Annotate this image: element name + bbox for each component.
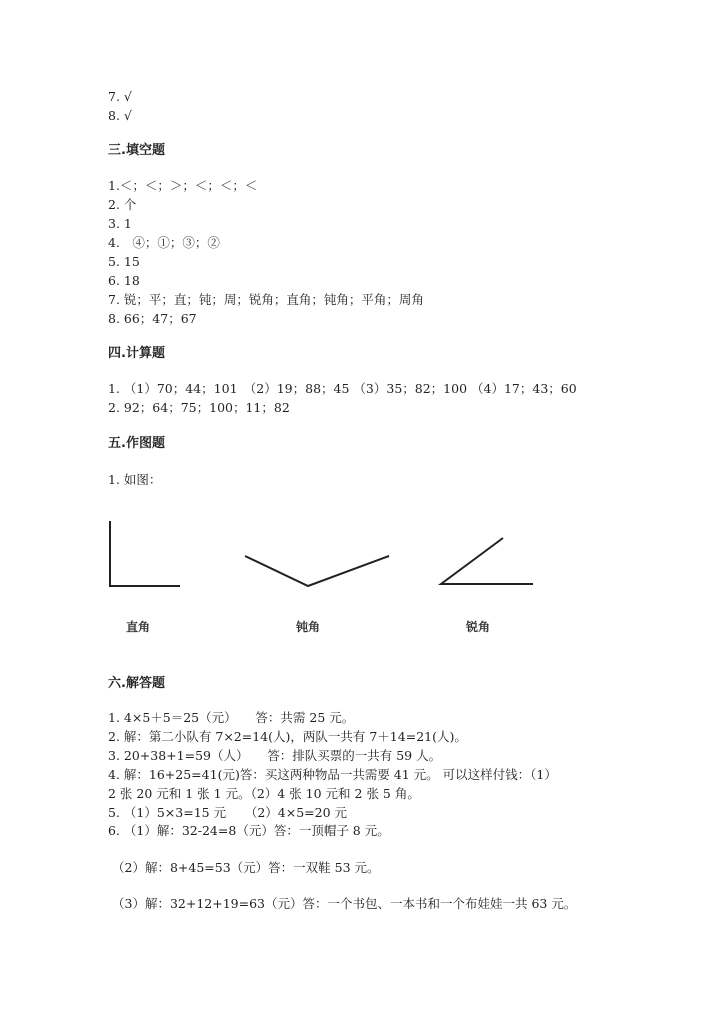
answer-line: 1. 4×5＋5＝25（元） 答：共需 25 元。 <box>108 710 355 725</box>
section-heading: 六.解答题 <box>108 676 165 691</box>
answer-line: 4. 解：16+25=41(元)答：买这两种物品一共需要 41 元。 可以这样付钱：（1） <box>108 767 557 782</box>
acute-angle-figure <box>441 538 533 584</box>
right-angle-figure <box>110 521 180 586</box>
answer-line: 7. 锐；平；直；钝；周；锐角；直角；钝角；平角；周角 <box>108 292 424 307</box>
answer-line: 3. 1 <box>108 216 132 231</box>
figure-label: 钝角 <box>296 620 321 634</box>
section-heading: 五.作图题 <box>108 436 165 451</box>
obtuse-angle-figure <box>245 556 389 586</box>
answer-line: 8. 66；47；67 <box>108 311 197 326</box>
answer-line: 3. 20+38+1=59（人） 答：排队买票的一共有 59 人。 <box>108 748 442 763</box>
answer-line: 1.＜；＜；＞；＜；＜；＜ <box>108 178 258 193</box>
answer-line: 1. 如图： <box>108 472 162 487</box>
answer-line: 2 张 20 元和 1 张 1 元。（2）4 张 10 元和 2 张 5 角。 <box>108 786 420 801</box>
answer-line: 4. ④；①；③；② <box>108 235 220 250</box>
figure-label: 直角 <box>126 620 151 634</box>
figure-label: 锐角 <box>466 620 491 634</box>
answer-line: 6. 18 <box>108 273 140 288</box>
answer-line: 6. （1）解：32-24=8（元）答：一顶帽子 8 元。 <box>108 823 390 838</box>
section-heading: 三.填空题 <box>108 143 165 158</box>
answer-line: 7. √ <box>108 89 132 104</box>
section-heading: 四.计算题 <box>108 346 165 361</box>
answer-line: （3）解：32+12+19=63（元）答：一个书包、一本书和一个布娃娃一共 63 元。 <box>112 896 577 911</box>
answer-line: 2. 个 <box>108 197 137 212</box>
answer-line: 8. √ <box>108 108 132 123</box>
answer-line: 1. （1）70；44；101 （2）19；88；45 （3）35；82；100 （4）17；43；60 <box>108 381 577 396</box>
answer-line: 2. 解：第二小队有 7×2=14(人)，两队一共有 7＋14=21(人)。 <box>108 729 467 744</box>
answer-line: （2）解：8+45=53（元）答：一双鞋 53 元。 <box>112 860 380 875</box>
answer-line: 5. 15 <box>108 254 140 269</box>
answer-line: 5. （1）5×3=15 元 （2）4×5=20 元 <box>108 805 348 820</box>
answer-line: 2. 92；64；75；100；11；82 <box>108 400 290 415</box>
